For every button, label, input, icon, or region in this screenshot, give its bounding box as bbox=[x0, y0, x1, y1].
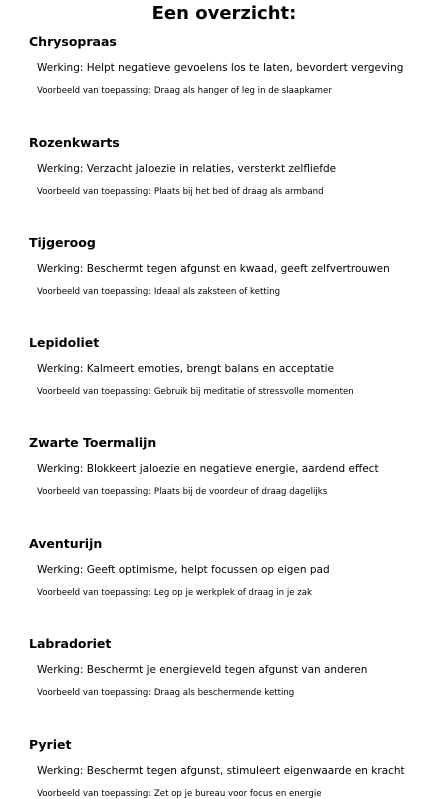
stone-effect: Werking: Helpt negatieve gevoelens los te laten, bevordert vergeving bbox=[37, 62, 404, 74]
stone-name: Aventurijn bbox=[29, 536, 103, 551]
stone-name: Chrysopraas bbox=[29, 34, 117, 49]
stone-section-pyriet bbox=[29, 737, 439, 799]
stone-example: Voorbeeld van toepassing: Draag als hanger of leg in de slaapkamer bbox=[37, 86, 332, 96]
stone-section-rozenkwarts bbox=[29, 135, 439, 197]
stone-name: Pyriet bbox=[29, 737, 72, 752]
stone-name: Labradoriet bbox=[29, 636, 112, 651]
stone-example: Voorbeeld van toepassing: Plaats bij het bed of draag als armband bbox=[37, 187, 324, 197]
stone-name: Zwarte Toermalijn bbox=[29, 435, 157, 450]
stone-effect: Werking: Beschermt tegen afgunst, stimuleert eigenwaarde en kracht bbox=[37, 765, 405, 777]
stone-example: Voorbeeld van toepassing: Zet op je bureau voor focus en energie bbox=[37, 789, 322, 799]
stone-example: Voorbeeld van toepassing: Plaats bij de voordeur of draag dagelijks bbox=[37, 487, 328, 497]
stone-effect: Werking: Kalmeert emoties, brengt balans en acceptatie bbox=[37, 363, 334, 375]
stone-example: Voorbeeld van toepassing: Gebruik bij meditatie of stressvolle momenten bbox=[37, 387, 354, 397]
stone-name: Tijgeroog bbox=[29, 235, 96, 250]
stone-section-lepidoliet bbox=[29, 335, 439, 397]
stone-section-aventurijn bbox=[29, 536, 439, 598]
stone-section-zwarte-toermalijn bbox=[29, 435, 439, 497]
stone-section-chrysopraas bbox=[29, 34, 439, 96]
stone-section-tijgeroog bbox=[29, 235, 439, 297]
stone-name: Lepidoliet bbox=[29, 335, 100, 350]
stone-effect: Werking: Geeft optimisme, helpt focussen op eigen pad bbox=[37, 564, 330, 576]
stone-example: Voorbeeld van toepassing: Leg op je werkplek of draag in je zak bbox=[37, 588, 312, 598]
stone-example: Voorbeeld van toepassing: Ideaal als zaksteen of ketting bbox=[37, 287, 281, 297]
stone-effect: Werking: Beschermt je energieveld tegen afgunst van anderen bbox=[37, 664, 368, 676]
stone-effect: Werking: Beschermt tegen afgunst en kwaad, geeft zelfvertrouwen bbox=[37, 263, 390, 275]
stone-name: Rozenkwarts bbox=[29, 135, 120, 150]
stone-example: Voorbeeld van toepassing: Draag als beschermende ketting bbox=[37, 688, 295, 698]
stone-effect: Werking: Blokkeert jaloezie en negatieve energie, aardend effect bbox=[37, 463, 379, 475]
stone-section-labradoriet bbox=[29, 636, 439, 698]
stone-effect: Werking: Verzacht jaloezie in relaties, versterkt zelfliefde bbox=[37, 163, 337, 175]
page-title: Een overzicht: bbox=[151, 3, 297, 24]
